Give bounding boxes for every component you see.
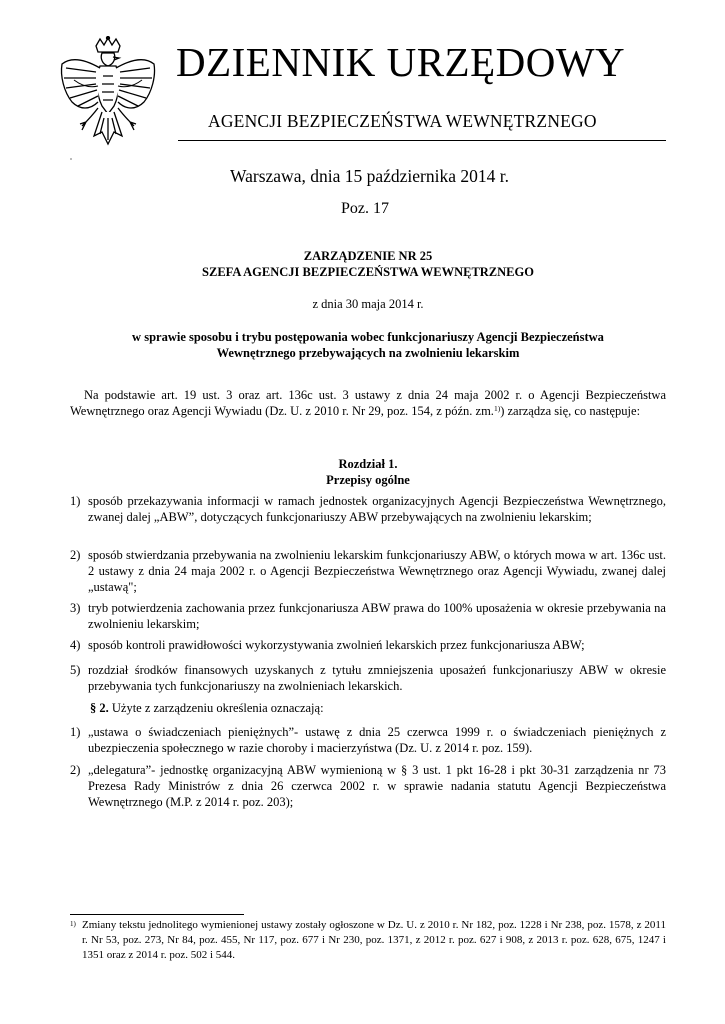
act-subject-line1: w sprawie sposobu i trybu postępowania wobec funkcjonariuszy Agencji Bezpieczeństwa: [132, 330, 604, 344]
scan-speck: [70, 158, 72, 160]
journal-title: DZIENNIK URZĘDOWY: [176, 39, 626, 85]
list-item: [70, 600, 666, 632]
preamble: [70, 387, 666, 419]
footnote-mark: 1): [70, 920, 76, 928]
footnote-divider: [70, 914, 244, 915]
eagle-emblem-icon: [56, 36, 160, 152]
list-item-text: tryb potwierdzenia zachowania przez funkcjonariusza ABW prawa do 100% uposażenia w okresie przebywania na zwolnieniu lekarskim;: [88, 601, 666, 631]
list-item-number: 2): [70, 548, 81, 562]
list-item-number: 4): [70, 638, 81, 652]
definition-text: „delegatura”- jednostkę organizacyjną ABW wymienioną w § 3 ust. 1 pkt 16-28 i pkt 30-31 zarządzenia nr 73 Prezesa Rady Ministrów z dnia 26 czerwca 2002 r. w sprawie nadania statutu Agencji Bezpieczeństwa Wewnętrznego (M.P. z 2014 r. poz. 203);: [88, 763, 666, 809]
preamble-text-after: ) zarządza się, co następuje:: [500, 404, 641, 418]
list-item-text: sposób przekazywania informacji w ramach jednostek organizacyjnych Agencji Bezpieczeństwa Wewnętrznego, zwanej dalej „ABW”, dotyczących funkcjonariuszy ABW przebywających na zwolnieniu lekarskim;: [88, 494, 666, 524]
list-item-text: rozdział środków finansowych uzyskanych z tytułu zmniejszenia uposażeń funkcjonariuszy ABW w okresie przebywania tych funkcjonariuszy na zwolnieniach lekarskich.: [88, 663, 666, 693]
journal-subtitle: AGENCJI BEZPIECZEŃSTWA WEWNĘTRZNEGO: [208, 111, 597, 131]
list-item-number: 1): [70, 494, 81, 508]
list-item: [70, 493, 666, 525]
list-item: [70, 547, 666, 595]
place-and-date: Warszawa, dnia 15 października 2014 r.: [230, 166, 509, 186]
list-item-number: 3): [70, 601, 81, 615]
act-title-line1: ZARZĄDZENIE NR 25: [303, 249, 433, 263]
list-item-text: sposób stwierdzania przebywania na zwolnieniu lekarskim funkcjonariuszy ABW, o których mowa w art. 136c ust. 2 ustawy z dnia 24 maja 2002 r. o Agencji Bezpieczeństwa Wewnętrznego oraz Agencji Wywiadu, zwanej dalej „ustawą";: [88, 548, 666, 594]
definition-item: [70, 724, 666, 756]
chapter-title: Rozdział 1.: [338, 457, 398, 471]
act-date: z dnia 30 maja 2014 r.: [312, 297, 424, 311]
footnote: [70, 918, 666, 963]
definition-number: 2): [70, 763, 81, 777]
section-2-label: § 2.: [90, 701, 109, 715]
section-2: [70, 700, 666, 716]
definition-number: 1): [70, 725, 81, 739]
footnote-text: Zmiany tekstu jednolitego wymienionej ustawy zostały ogłoszone w Dz. U. z 2010 r. Nr 182, poz. 1228 i Nr 238, poz. 1578, z 2011 r. Nr 53, poz. 273, Nr 84, poz. 455, Nr 117, poz. 677 i Nr 230, poz. 1371, z 2012 r. poz. 627 i 908, z 2013 r. poz. 628, 675, 1247 i 1351 oraz z 2014 r. poz. 502 i 544.: [82, 919, 666, 961]
header-divider: [178, 140, 666, 141]
list-item-text: sposób kontroli prawidłowości wykorzystywania zwolnień lekarskich przez funkcjonariusza ABW;: [88, 638, 585, 652]
act-subject-line2: Wewnętrznego przebywających na zwolnieniu lekarskim: [216, 346, 520, 360]
preamble-text-before: Na podstawie art. 19 ust. 3 oraz art. 136c ust. 3 ustawy z dnia 24 maja 2002 r. o Agencji Bezpieczeństwa Wewnętrznego oraz Agencji Wywiadu (Dz. U. z 2010 r. Nr 29, poz. 154, z późn. zm.: [70, 388, 666, 418]
list-item: [70, 637, 666, 653]
act-title-line2: SZEFA AGENCJI BEZPIECZEŃSTWA WEWNĘTRZNEGO: [202, 265, 534, 279]
footnote-reference: 1): [493, 404, 501, 413]
section-2-text: Użyte z zarządzeniu określenia oznaczają:: [111, 701, 324, 715]
list-item-number: 5): [70, 663, 81, 677]
definition-item: [70, 762, 666, 810]
position-number: Poz. 17: [341, 200, 389, 217]
list-item: [70, 662, 666, 694]
definition-text: „ustawa o świadczeniach pieniężnych”- ustawę z dnia 25 czerwca 1999 r. o świadczeniach pieniężnych z ubezpieczenia społecznego w razie choroby i macierzyństwa (Dz. U. z 2014 r. poz. 159).: [88, 725, 666, 755]
chapter-name: Przepisy ogólne: [326, 473, 410, 487]
